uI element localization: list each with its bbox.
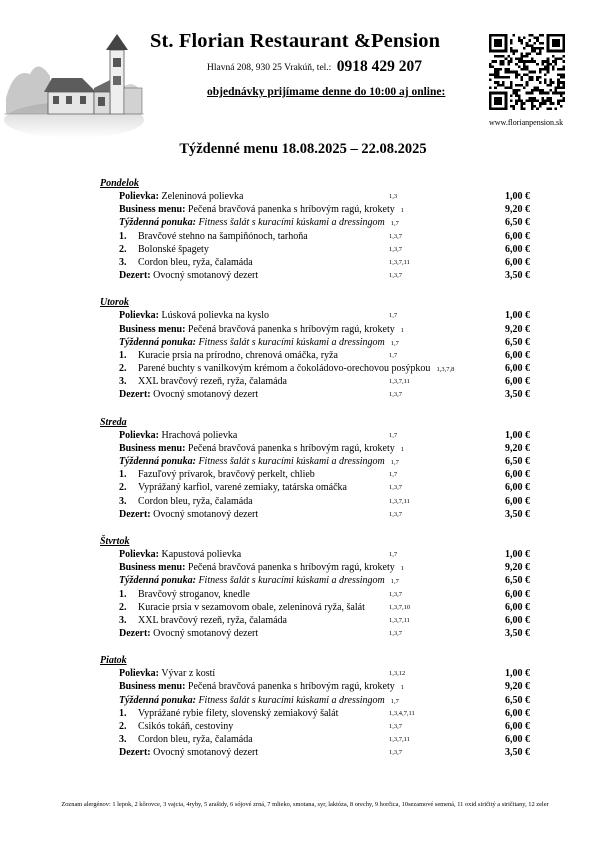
business-text [119,442,404,456]
price: 1,00 € [505,668,530,680]
dish-number: 1. [119,469,127,481]
business-description: Pečená bravčová panenka s hríbovým ragú, krokety [187,442,395,454]
ponuka-row [100,694,530,707]
soup-description: Zeleninová polievka [161,191,244,202]
day-name: Streda [100,416,127,428]
allergen-codes: 1 [400,207,405,215]
price: 6,00 € [505,601,530,613]
dessert-text [119,388,258,401]
soup-text [119,429,237,442]
price: 9,20 € [505,562,530,574]
dish-number: 3. [119,376,127,388]
allergen-codes: 1,7 [390,697,399,705]
dish-number: 1. [119,707,127,719]
allergen-codes: 1,3,7 [389,391,402,399]
address-text: Hlavná 208, 930 25 Vrakúň, tel.: [207,63,332,73]
soup-description: Lúsková polievka na kyslo [161,310,269,322]
dish-number: 3. [119,734,127,746]
allergen-codes: 1,3,7 [389,723,402,730]
soup-label: Polievka: [119,548,159,560]
ponuka-label: Týždenná ponuka: [119,217,196,229]
allergen-codes: 1,3,7,8 [436,366,455,374]
dish-description: Csikós tokáň, cestoviny [138,721,234,732]
dessert-description: Ovocný smotanový dezert [153,389,259,401]
allergen-codes: 1,3,7 [389,245,402,253]
soup-label: Polievka: [119,191,159,202]
price: 3,50 € [505,628,530,640]
business-text [119,680,404,694]
business-label: Business menu: [119,562,186,574]
allergen-codes: 1,7 [389,351,398,359]
dish-number: 2. [119,721,127,732]
ponuka-text [119,336,399,350]
day-name: Piatok [100,655,127,667]
price: 6,00 € [505,230,530,242]
price: 1,00 € [505,548,530,560]
dish-row [100,230,530,243]
business-row [100,203,530,216]
dessert-text [119,627,258,640]
soup-row [100,429,530,442]
ponuka-description: Fitness šalát s kuracími kúskami a dressingom [198,575,385,587]
allergen-codes: 1,3,7,11 [389,378,410,386]
soup-text [119,667,215,680]
ponuka-text [119,574,399,588]
dish-row [100,243,530,256]
phone-number[interactable]: 0918 429 207 [336,58,422,75]
dish-row [100,495,530,508]
allergen-codes: 1,7 [389,550,398,558]
allergen-codes: 1 [400,445,405,453]
price: 9,20 € [505,442,530,454]
business-description: Pečená bravčová panenka s hríbovým ragú, krokety [187,562,395,574]
business-row [100,442,530,455]
address-line [207,58,422,76]
dish-description: Bravčový stroganov, knedle [138,588,250,600]
business-label: Business menu: [119,442,186,454]
orders-note[interactable]: objednávky prijímame denne do 10:00 aj online: [207,86,446,98]
dish-description: Fazuľový prívarok, bravčový perkelt, chlieb [138,469,315,481]
qr-code[interactable] [489,34,565,110]
dessert-text [119,746,258,759]
business-text [119,323,404,337]
business-label: Business menu: [119,681,186,693]
dish-description: XXL bravčový rezeň, ryža, čalamáda [138,376,287,388]
week-title: Týždenné menu 18.08.2025 – 22.08.2025 [179,141,427,157]
allergen-codes: 1,3,7 [389,272,402,280]
dish-description: Cordon bleu, ryža, čalamáda [138,734,253,746]
ponuka-description: Fitness šalát s kuracími kúskami a dressingom [198,217,385,229]
dish-number: 1. [119,349,127,361]
price: 6,50 € [505,217,530,229]
dessert-row [100,508,530,521]
day-section [100,655,530,759]
dish-description: Kuracie prsia v sezamovom obale, zeleninová ryža, šalát [138,601,365,613]
business-text [119,203,404,217]
dessert-text [119,269,258,282]
ponuka-description: Fitness šalát s kuracími kúskami a dressingom [198,336,385,348]
soup-description: Vývar z kostí [161,668,216,680]
allergen-codes: 1 [400,565,405,573]
allergen-codes: 1,3,4,7,11 [389,709,415,717]
allergen-codes: 1,3,7 [389,484,402,492]
price: 6,00 € [505,349,530,361]
business-label: Business menu: [119,204,186,216]
dish-number: 1. [119,588,127,600]
price: 6,00 € [505,256,530,268]
price: 9,20 € [505,323,530,335]
business-description: Pečená bravčová panenka s hríbovým ragú, krokety [187,323,395,335]
dessert-row [100,627,530,640]
allergen-codes: 1,7 [390,339,399,347]
day-section [100,178,530,282]
price: 9,20 € [505,204,530,216]
allergen-codes: 1,7 [390,459,399,466]
dish-description: Parené buchty s vanilkovým krémom a čokoládovo-orechovou posýpkou [138,363,431,375]
soup-text [119,190,243,203]
dish-number: 2. [119,601,127,613]
business-description: Pečená bravčová panenka s hríbovým ragú, krokety [187,681,395,693]
allergen-codes: 1,7 [390,578,399,586]
business-row [100,561,530,574]
dish-description: Bolonské špagety [138,243,209,255]
dish-row [100,349,530,362]
ponuka-label: Týždenná ponuka: [119,694,196,706]
business-row [100,680,530,693]
dish-number: 2. [119,363,127,375]
dish-description: XXL bravčový rezeň, ryža, čalamáda [138,614,287,626]
soup-label: Polievka: [119,429,159,441]
allergen-codes: 1,3,7 [389,232,402,240]
allergen-codes: 1,7 [389,471,398,479]
price: 1,00 € [505,310,530,322]
ponuka-text [119,455,399,469]
dessert-description: Ovocný smotanový dezert [153,747,259,759]
price: 6,00 € [505,721,530,732]
dessert-description: Ovocný smotanový dezert [153,628,259,640]
price: 3,50 € [505,747,530,759]
dessert-row [100,388,530,401]
header [0,0,606,140]
day-name: Štvrtok [100,535,130,547]
dish-text [138,362,454,376]
soup-row [100,667,530,680]
soup-label: Polievka: [119,310,159,322]
ponuka-label: Týždenná ponuka: [119,336,196,348]
allergen-codes: 1,3,7,11 [389,736,410,744]
allergen-codes: 1,3,12 [389,670,406,678]
ponuka-text [119,216,399,230]
price: 6,00 € [505,376,530,388]
price: 6,00 € [505,243,530,255]
dessert-label: Dezert: [119,628,151,640]
dessert-label: Dezert: [119,270,151,282]
price: 6,00 € [505,614,530,626]
price: 6,50 € [505,336,530,348]
ponuka-row [100,455,530,468]
dish-description: Cordon bleu, ryža, čalamáda [138,256,253,268]
website-link[interactable]: www.florianpension.sk [489,118,564,127]
dish-row [100,720,530,733]
price: 3,50 € [505,508,530,520]
dish-description: Kuracie prsia na prírodno, chrenová omáčka, ryža [138,349,338,361]
price: 6,00 € [505,707,530,719]
price: 9,20 € [505,681,530,693]
ponuka-label: Týždenná ponuka: [119,456,196,467]
price: 3,50 € [505,270,530,282]
dish-row [100,614,530,627]
price: 6,00 € [505,482,530,494]
allergen-codes: 1,3,7 [389,510,402,518]
ponuka-label: Týždenná ponuka: [119,575,196,587]
dish-number: 2. [119,482,127,494]
dish-number: 3. [119,495,127,507]
soup-text [119,548,241,561]
soup-row [100,309,530,322]
dish-row [100,481,530,494]
dessert-description: Ovocný smotanový dezert [153,508,259,520]
price: 6,00 € [505,363,530,375]
dish-row [100,375,530,388]
dessert-label: Dezert: [119,747,151,759]
price: 1,00 € [505,429,530,441]
price: 6,00 € [505,734,530,746]
price: 6,00 € [505,495,530,507]
allergen-codes: 1,3,7,10 [389,603,411,611]
dish-number: 3. [119,614,127,626]
ponuka-description: Fitness šalát s kuracími kúskami a dressingom [198,456,385,467]
day-section [100,417,530,521]
day-section [100,297,530,401]
price: 6,50 € [505,694,530,706]
soup-label: Polievka: [119,668,159,680]
allergen-codes: 1 [400,684,405,692]
price: 6,50 € [505,456,530,467]
restaurant-building-illustration [4,28,144,140]
ponuka-row [100,216,530,229]
ponuka-row [100,336,530,349]
restaurant-title: St. Florian Restaurant &Pension [150,30,441,52]
business-description: Pečená bravčová panenka s hríbovým ragú, krokety [187,204,395,216]
soup-text [119,309,269,322]
dish-row [100,468,530,481]
business-row [100,323,530,336]
dish-row [100,256,530,269]
dish-description: Bravčové stehno na šampiňónoch, tarhoňa [138,230,308,242]
dish-number: 2. [119,243,127,255]
ponuka-description: Fitness šalát s kuracími kúskami a dressingom [198,694,385,706]
allergen-codes: 1 [400,326,405,334]
weekly-menu [100,178,530,775]
business-text [119,561,404,575]
price: 6,00 € [505,588,530,600]
allergen-codes: 1,7 [389,431,398,439]
dessert-text [119,508,258,521]
soup-description: Kapustová polievka [161,548,242,560]
dessert-row [100,269,530,282]
ponuka-text [119,694,399,708]
allergen-codes: 1,3,7 [389,749,402,757]
soup-row [100,548,530,561]
dish-row [100,733,530,746]
ponuka-row [100,574,530,587]
dessert-label: Dezert: [119,508,151,520]
allergen-codes: 1,7 [389,312,398,320]
price: 1,00 € [505,191,530,202]
dessert-description: Ovocný smotanový dezert [153,270,259,282]
price: 3,50 € [505,389,530,401]
dish-row [100,707,530,720]
allergen-codes: 1,7 [390,220,399,228]
dish-row [100,588,530,601]
dessert-row [100,746,530,759]
soup-description: Hrachová polievka [161,429,238,441]
dish-description: Cordon bleu, ryža, čalamáda [138,495,253,507]
allergen-codes: 1,3,7,11 [389,616,410,624]
allergen-codes: 1,3,7 [389,630,402,638]
day-name: Pondelok [100,178,139,189]
dish-row [100,362,530,375]
business-label: Business menu: [119,323,186,335]
dish-row [100,601,530,614]
dessert-label: Dezert: [119,389,151,401]
allergen-codes: 1,3,7 [389,590,402,598]
dish-number: 1. [119,230,127,242]
dish-description: Vyprážaný karfiol, varené zemiaky, tatárska omáčka [138,482,347,494]
dish-description: Vyprážané rybie filety, slovenský zemiakový šalát [138,707,339,719]
price: 6,50 € [505,575,530,587]
dish-number: 3. [119,256,127,268]
day-section [100,536,530,640]
allergen-codes: 1,3 [389,193,398,200]
allergen-codes: 1,3,7,11 [389,497,410,505]
day-name: Utorok [100,297,129,309]
soup-row [100,190,530,203]
allergen-codes: 1,3,7,11 [389,258,410,266]
price: 6,00 € [505,469,530,481]
allergens-note: Zoznam alergénov: 1 lepok, 2 kôrovce, 3 vajcia, 4ryby, 5 arašidy, 6 sójové zrná, 7 mlieko, smotana, syr, laktóza, 8 orechy, 9 horčica, 10sezamové semená, 11 oxid siričitý a siričitany, 12 zeler [61,801,549,808]
